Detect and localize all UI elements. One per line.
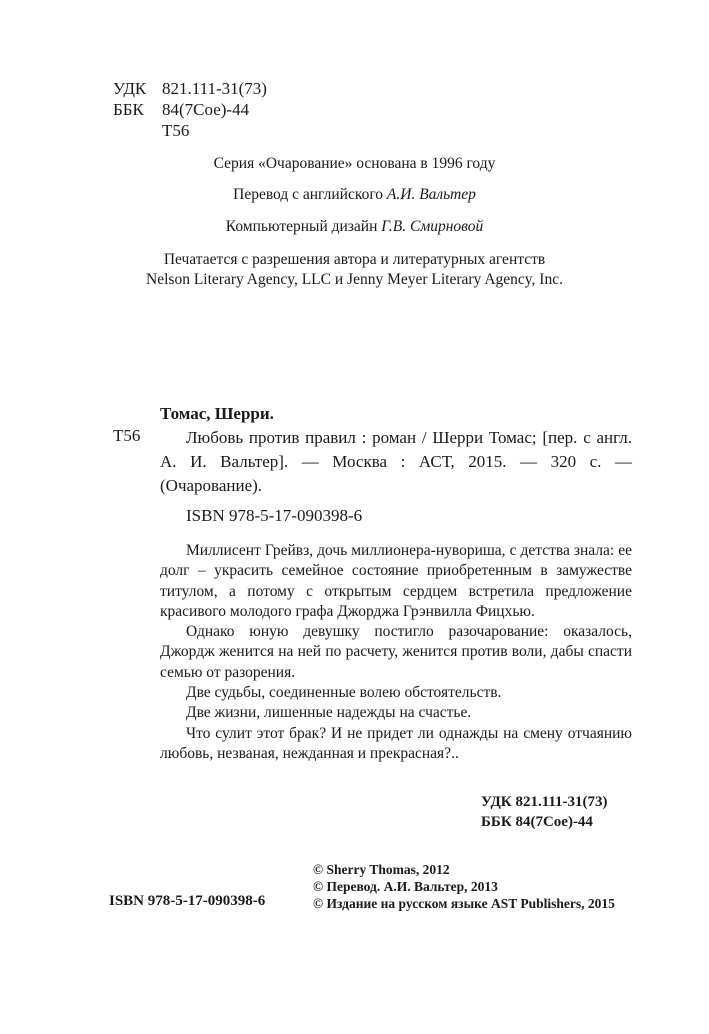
record-description: Любовь против правил : роман / Шерри Томас; [пер. с англ. А. И. Вальтер]. — Москва : АСТ, 2015. — 320 с. — (Очарование).	[160, 428, 632, 495]
annotation-paragraph: Две жизни, лишенные надежды на счастье.	[186, 704, 472, 722]
annotation-paragraph: Миллисент Грейвз, дочь миллионера-нувориша, с детства знала: ее долг – украсить семейное состояние приобретенным в замужестве титулом, а потому с открытым сердцем встретила предложение красивого молодого графа Джорджа Грэнвилла Фицхью.	[160, 542, 632, 620]
bibliographic-record	[160, 402, 632, 498]
author-mark: Т56	[162, 121, 190, 140]
designer-name: Г.В. Смирновой	[381, 218, 484, 235]
series-line: Серия «Очарование» основана в 1996 году	[213, 155, 496, 172]
udk-value: 821.111-31(73)	[162, 79, 267, 98]
translation-prefix: Перевод с английского	[233, 186, 387, 203]
translator-name: А.И. Вальтер	[386, 186, 476, 203]
footer-classification	[481, 792, 608, 832]
translation-line	[0, 186, 709, 204]
bbk-value: 84(7Сое)-44	[162, 100, 250, 119]
design-line	[0, 218, 709, 236]
record-mark: Т56	[113, 426, 141, 445]
copyright-line: © Издание на русском языке AST Publishers, 2015	[313, 896, 615, 911]
footer-udk: УДК 821.111-31(73)	[481, 794, 608, 810]
udk-row	[113, 78, 267, 99]
annotation-paragraph: Две судьбы, соединенные волею обстоятельств.	[186, 684, 502, 702]
record-author: Томас, Шерри.	[160, 404, 274, 423]
classification-block	[113, 78, 267, 141]
bbk-row	[113, 99, 267, 120]
annotation-paragraph: Однако юную девушку постигло разочарование: оказалось, Джордж женится на ней по расчету, женится против воли, дабы спасти семью от разорения.	[160, 623, 632, 681]
udk-label: УДК	[113, 79, 147, 98]
footer-bbk: ББК 84(7Сое)-44	[481, 814, 593, 830]
copyright-block	[313, 861, 615, 912]
author-mark-row	[113, 120, 267, 141]
design-prefix: Компьютерный дизайн	[225, 218, 382, 235]
permission-line-1: Печатается с разрешения автора и литературных агентств	[163, 251, 546, 268]
bbk-label: ББК	[113, 100, 144, 119]
annotation-paragraph: Что сулит этот брак? И не придет ли однажды на смену отчаянию любовь, незваная, нежданная и прекрасная?..	[160, 724, 632, 762]
record-isbn: ISBN 978-5-17-090398-6	[186, 506, 363, 525]
permission-line-2: Nelson Literary Agency, LLC и Jenny Meyer Literary Agency, Inc.	[146, 271, 563, 288]
footer-isbn: ISBN 978-5-17-090398-6	[109, 893, 266, 909]
copyright-line: © Перевод. А.И. Вальтер, 2013	[313, 879, 498, 894]
copyright-line: © Sherry Thomas, 2012	[313, 862, 450, 877]
annotation	[160, 541, 632, 764]
permission-notice	[0, 250, 709, 290]
